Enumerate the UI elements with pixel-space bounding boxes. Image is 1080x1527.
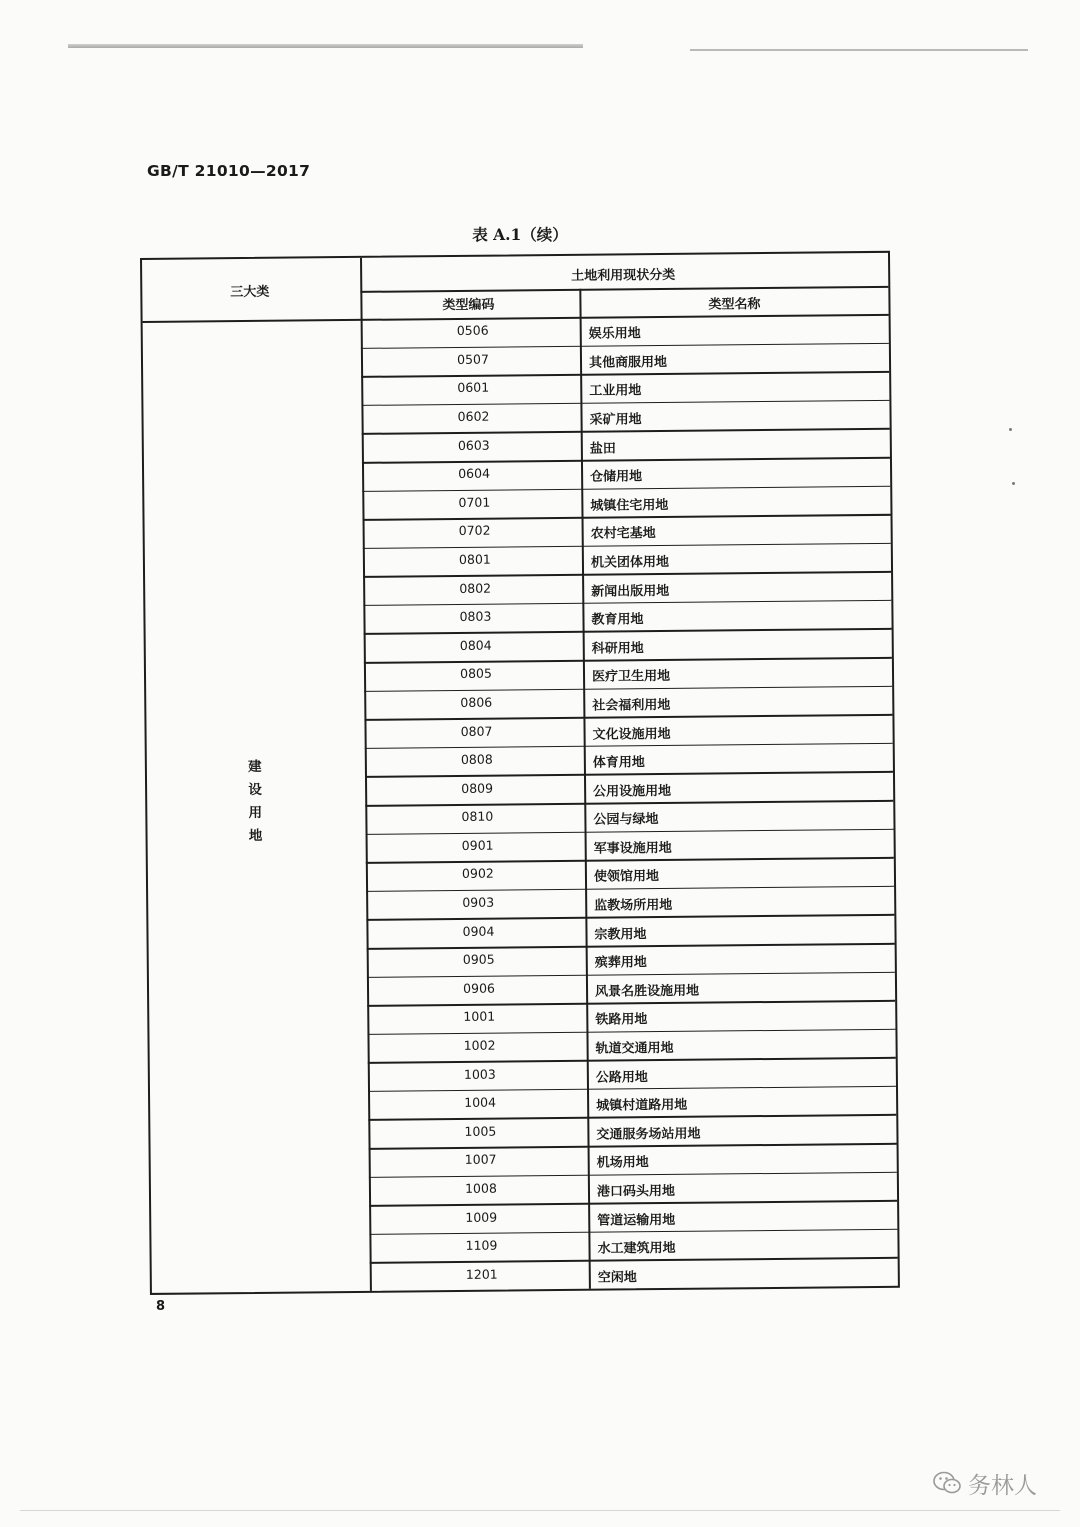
grid-line: [368, 1114, 896, 1121]
type-code-cell: 0507: [457, 351, 489, 367]
type-name-cell: 医疗卫生用地: [591, 669, 671, 686]
type-name-cell: 风景名胜设施用地: [594, 983, 700, 1000]
type-code-cell: 0806: [460, 694, 493, 710]
type-code-cell: 0805: [460, 665, 492, 682]
type-code-cell: 1201: [465, 1266, 498, 1282]
type-code-cell: 0603: [457, 437, 490, 453]
grid-line: [369, 1200, 897, 1207]
top-rule: [68, 44, 583, 48]
standard-code: GB/T 21010—2017: [147, 162, 311, 180]
grid-line: [364, 657, 892, 664]
grid-line: [361, 371, 889, 378]
grid-line: [364, 685, 892, 692]
grid-line: [369, 1229, 897, 1236]
grid-line: [368, 1057, 896, 1064]
grid-line: [366, 857, 894, 864]
grid-line: [366, 828, 894, 835]
type-name-cell: 其他商服用地: [588, 354, 668, 371]
major-category-label: [243, 756, 268, 848]
type-name-cell: 港口码头用地: [596, 1183, 676, 1200]
type-name-cell: 公用设施用地: [593, 783, 672, 800]
type-code-cell: 0810: [461, 808, 494, 825]
land-use-table: [140, 251, 900, 1295]
type-name-cell: 农村宅基地: [590, 526, 656, 543]
grid-line: [363, 543, 891, 550]
grid-line: [362, 457, 890, 464]
grid-line: [363, 514, 891, 521]
type-name-cell: 轨道交通用地: [595, 1040, 674, 1057]
major-category-char: 地: [248, 827, 263, 844]
grid-line: [367, 971, 895, 978]
type-code-cell: 1004: [464, 1094, 497, 1111]
type-name-cell: 城镇村道路用地: [596, 1097, 688, 1114]
grid-line: [362, 485, 890, 492]
major-category-char: 设: [248, 781, 262, 798]
type-code-cell: 0801: [458, 551, 491, 567]
type-code-cell: 0901: [461, 837, 494, 853]
major-category-char: 用: [248, 804, 263, 821]
type-name-cell: 水工建筑用地: [597, 1241, 676, 1257]
type-name-cell: 仓储用地: [590, 469, 643, 485]
grid-line: [361, 342, 889, 349]
scan-speck: [1012, 482, 1015, 485]
grid-line: [369, 1143, 897, 1150]
grid-line: [368, 1086, 896, 1093]
type-code-cell: 1007: [464, 1151, 497, 1168]
type-code-cell: 0902: [461, 866, 494, 882]
grid-line: [362, 428, 890, 435]
type-name-cell: 管道运输用地: [597, 1212, 676, 1229]
type-name-cell: 殡葬用地: [594, 955, 647, 971]
type-name-cell: 采矿用地: [589, 412, 642, 428]
grid-line: [366, 886, 894, 893]
type-code-cell: 0506: [456, 322, 489, 339]
header-land-use-classification: 土地利用现状分类: [571, 267, 676, 284]
major-category-char: 建: [248, 758, 262, 775]
type-code-cell: 0604: [458, 465, 491, 482]
type-name-cell: 机关团体用地: [590, 554, 670, 571]
type-code-cell: 0809: [461, 780, 494, 796]
grid-line: [369, 1171, 897, 1178]
type-code-cell: 1008: [464, 1180, 497, 1196]
watermark-text: 务林人: [968, 1472, 1037, 1499]
type-name-cell: 体育用地: [592, 755, 645, 771]
type-code-cell: 0601: [457, 380, 490, 396]
header-major-category: 三大类: [230, 284, 270, 301]
grid-line: [365, 771, 893, 778]
grid-line: [143, 314, 889, 323]
type-name-cell: 科研用地: [591, 640, 644, 657]
watermark: [932, 1463, 1037, 1503]
type-code-cell: 0905: [462, 951, 495, 968]
grid-line: [367, 1028, 895, 1035]
grid-line: [363, 571, 891, 578]
grid-line: [370, 1257, 898, 1264]
type-name-cell: 交通服务场站用地: [596, 1126, 701, 1143]
type-name-cell: 公园与绿地: [593, 812, 659, 828]
type-name-cell: 空闲地: [597, 1269, 637, 1286]
grid-line: [361, 400, 889, 407]
type-code-cell: 1109: [465, 1237, 498, 1254]
header-type-name: 类型名称: [708, 297, 761, 313]
scan-speck: [1009, 428, 1012, 431]
type-name-cell: 公路用地: [595, 1069, 648, 1086]
bottom-rule: [20, 1510, 1060, 1511]
type-name-cell: 军事设施用地: [593, 840, 672, 857]
page-number: 8: [156, 1299, 166, 1314]
grid-line: [366, 914, 894, 921]
grid-line: [364, 714, 892, 721]
type-name-cell: 盐田: [589, 441, 616, 457]
type-code-cell: 0906: [463, 980, 496, 996]
type-code-cell: 0807: [460, 723, 493, 739]
type-code-cell: 0903: [462, 894, 495, 910]
grid-line: [363, 600, 891, 607]
type-name-cell: 文化设施用地: [592, 726, 671, 743]
type-code-cell: 0804: [459, 637, 492, 653]
header-type-code: 类型编码: [442, 297, 495, 314]
type-name-cell: 宗教用地: [594, 926, 647, 943]
type-code-cell: 0808: [460, 751, 493, 768]
type-name-cell: 机场用地: [596, 1155, 649, 1172]
type-code-cell: 0802: [459, 580, 492, 596]
type-code-cell: 1003: [463, 1066, 496, 1082]
type-code-cell: 0701: [458, 494, 491, 510]
type-name-cell: 娱乐用地: [588, 326, 641, 342]
wechat-icon: [932, 1470, 962, 1496]
type-name-cell: 铁路用地: [595, 1012, 648, 1029]
grid-line: [367, 1000, 895, 1007]
type-code-cell: 1002: [463, 1037, 496, 1053]
type-code-cell: 1009: [465, 1209, 498, 1225]
type-code-cell: 1005: [464, 1123, 497, 1139]
type-name-cell: 教育用地: [591, 612, 644, 628]
top-rule-right: [690, 49, 1028, 51]
type-name-cell: 工业用地: [589, 383, 642, 400]
type-code-cell: 0803: [459, 608, 492, 625]
type-code-cell: 0602: [457, 408, 490, 425]
grid-line: [365, 800, 893, 807]
type-name-cell: 使领馆用地: [593, 869, 660, 886]
type-name-cell: 监教场所用地: [594, 897, 673, 914]
grid-line: [365, 743, 893, 750]
type-name-cell: 城镇住宅用地: [590, 497, 669, 514]
type-code-cell: 1001: [463, 1009, 496, 1025]
grid-line: [364, 628, 892, 635]
grid-line: [360, 286, 888, 293]
grid-line: [367, 943, 895, 950]
type-code-cell: 0702: [458, 523, 491, 539]
type-name-cell: 新闻出版用地: [591, 583, 670, 600]
type-name-cell: 社会福利用地: [592, 697, 671, 714]
type-code-cell: 0904: [462, 923, 495, 939]
table-caption: 表 A.1（续）: [472, 225, 568, 244]
